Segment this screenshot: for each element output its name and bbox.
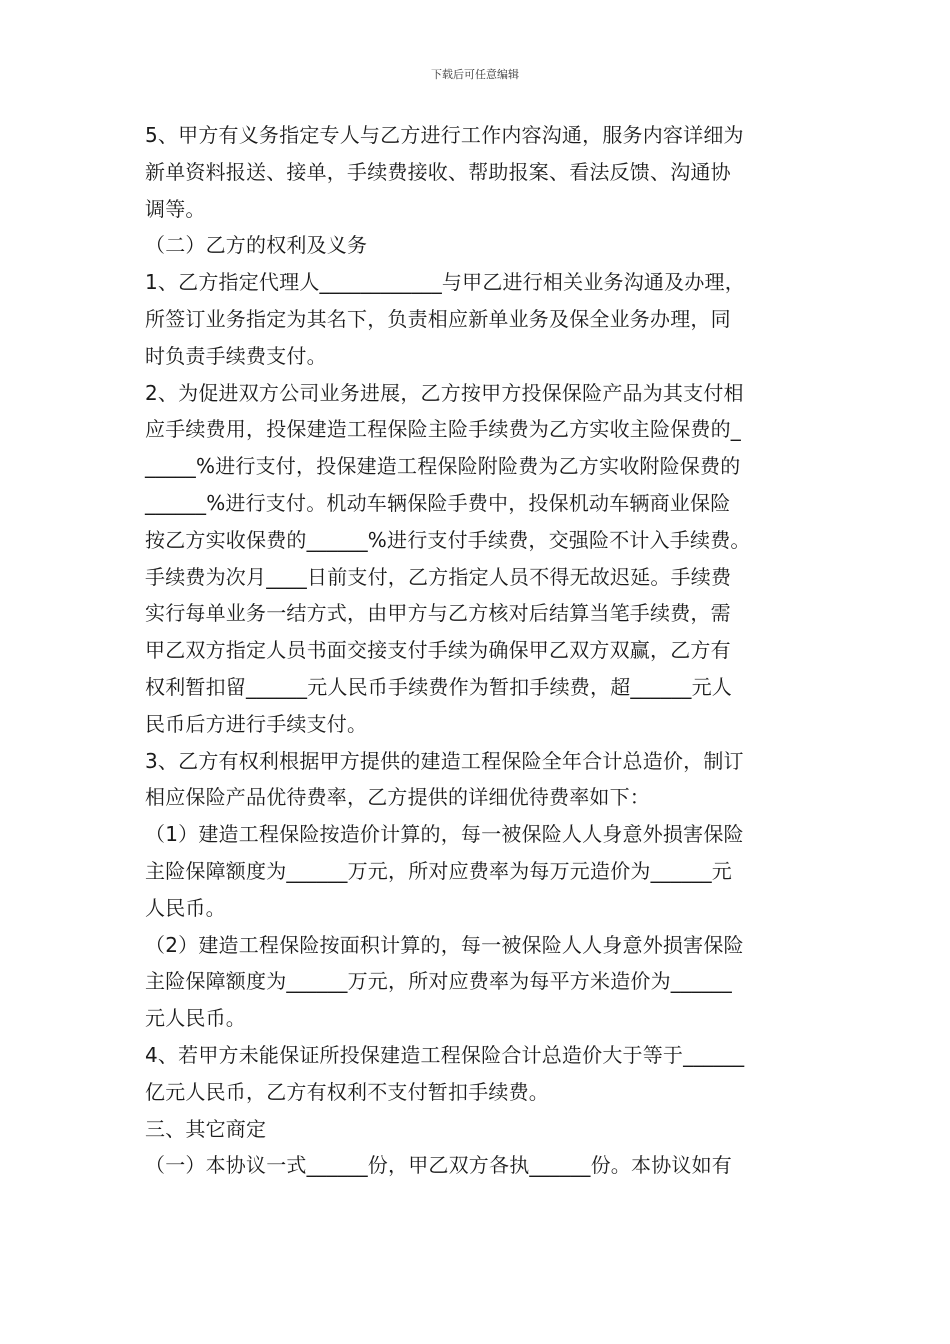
text-line: 元人民币。 bbox=[145, 1006, 246, 1031]
text-line: 主险保障额度为______万元，所对应费率为每平方米造价为______ bbox=[145, 969, 732, 994]
text-line: 亿元人民币，乙方有权利不支付暂扣手续费。 bbox=[145, 1079, 549, 1104]
text-line: 时负责手续费支付。 bbox=[145, 343, 327, 368]
text-line: 人民币。 bbox=[145, 895, 226, 920]
text-line: 5、甲方有义务指定专人与乙方进行工作内容沟通，服务内容详细为 bbox=[145, 123, 744, 147]
text-line: 新单资料报送、接单，手续费接收、帮助报案、看法反馈、沟通协 bbox=[145, 159, 731, 184]
document-body bbox=[145, 117, 810, 1184]
text-line: 相应保险产品优待费率，乙方提供的详细优待费率如下： bbox=[145, 785, 650, 810]
text-line: （2）建造工程保险按面积计算的，每一被保险人人身意外损害保险 bbox=[145, 932, 744, 957]
section-heading: （二）乙方的权利及义务 bbox=[145, 233, 368, 258]
text-line: 2、为促进双方公司业务进展，乙方按甲方投保保险产品为其支付相 bbox=[145, 380, 744, 405]
section-heading: 三、其它商定 bbox=[145, 1116, 267, 1141]
text-line: ______%进行支付。机动车辆保险手费中，投保机动车辆商业保险 bbox=[145, 490, 731, 515]
text-line: （一）本协议一式______份，甲乙双方各执______份。本协议如有 bbox=[145, 1153, 732, 1178]
text-line: 调等。 bbox=[145, 196, 206, 221]
text-line: 民币后方进行手续支付。 bbox=[145, 711, 368, 736]
text-line: 按乙方实收保费的______%进行支付手续费，交强险不计入手续费。 bbox=[145, 527, 751, 552]
text-line: _____%进行支付，投保建造工程保险附险费为乙方实收附险保费的 bbox=[145, 454, 741, 479]
text-line: 权利暂扣留______元人民币手续费作为暂扣手续费，超______元人 bbox=[145, 674, 732, 699]
text-line: 甲乙双方指定人员书面交接支付手续为确保甲乙双方双赢，乙方有 bbox=[145, 638, 731, 663]
text-line: 实行每单业务一结方式，由甲方与乙方核对后结算当笔手续费，需 bbox=[145, 601, 731, 626]
text-line: 主险保障额度为______万元，所对应费率为每万元造价为______元 bbox=[145, 858, 732, 883]
header-note: 下载后可任意编辑 bbox=[431, 68, 519, 81]
text-line: 应手续费用，投保建造工程保险主险手续费为乙方实收主险保费的_ bbox=[145, 417, 741, 442]
text-line: 1、乙方指定代理人____________与甲乙进行相关业务沟通及办理， bbox=[145, 270, 745, 295]
text-line: 所签订业务指定为其名下，负责相应新单业务及保全业务办理，同 bbox=[145, 306, 731, 331]
text-line: （1）建造工程保险按造价计算的，每一被保险人人身意外损害保险 bbox=[145, 822, 744, 847]
text-line: 4、若甲方未能保证所投保建造工程保险合计总造价大于等于______ bbox=[145, 1042, 745, 1067]
text-line: 3、乙方有权利根据甲方提供的建造工程保险全年合计总造价，制订 bbox=[145, 748, 744, 773]
text-line: 手续费为次月____日前支付，乙方指定人员不得无故迟延。手续费 bbox=[145, 564, 732, 589]
